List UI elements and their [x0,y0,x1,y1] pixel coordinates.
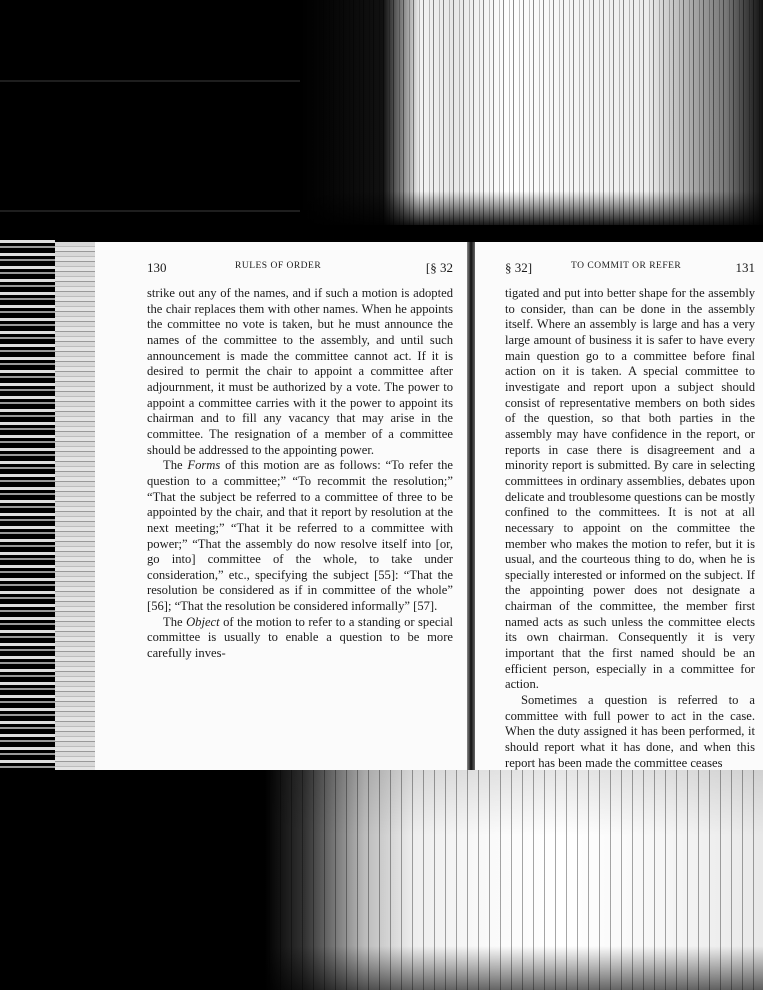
text-run: of this motion are as follows: “To refer the question to a committee;” “To recommit the resolution;” “That the subject be referred to a committee of three to be appointed by the chair, and that it report by resolution at the next meeting;” “That it be referred to a committee with power;” “That the assembly do now resolve itself into [or, go into] committee of the whole, to take under consideration,” etc., specifying the subject [55]: “That the resolution be considered as if in committee of the whole” [56]; “That the resolution be considered informally” [57]. [147,458,453,614]
text-run: strike out any of the names, and if such a motion is adopted the chair replaces them with other names. When he appoints the committee no vote is taken, but he must announce the names of the committee to the assembly, and until such announcement is made the committee cannot act. If it is desired to permit the chair to appoint a committee after adjournment, it must be authorized by a vote. The power to appoint a committee carries with it the power to appoint its chairman and to fill any vacancy that may arise in the committee. The resignation of a member of a committee should be addressed to the appointing power. [147,286,453,457]
right-section-ref: § 32] [505,260,533,275]
italic-term: Object [186,614,220,629]
left-running-title: RULES OF ORDER [235,261,322,271]
right-page-number: 131 [735,260,755,275]
right-page-body [505,286,755,771]
paragraph [505,693,755,771]
scan-artifact-top-left [0,0,300,225]
left-page [95,242,467,770]
text-run: The [163,458,188,473]
scan-artifact-top-shade [300,0,763,225]
scan-artifact-left-edge [0,240,55,770]
paragraph [147,458,453,615]
text-run: The [163,614,187,629]
book-spread [55,242,763,770]
book-spine [467,242,475,770]
page-edge-strip [55,242,95,770]
left-page-number: 130 [147,260,167,275]
right-running-title: TO COMMIT OR REFER [571,261,682,271]
italic-term: Forms [187,458,221,473]
paragraph [147,615,453,662]
paragraph [505,286,755,693]
left-section-ref: [§ 32 [425,260,453,275]
text-run: of the motion to refer to a standing or special committee is usually to enable a question to be more carefully inves- [147,614,453,661]
paragraph [147,286,453,458]
text-run: tigated and put into better shape for the assembly to consider, than can be done in the assembly itself. Where an assembly is large and has a very large amount of business it is safer to have every main question go to a committee before final action on it is taken. A special committee to investigate and report upon a subject should consist of representative members on both sides of the question, so that both parties in the assembly may have confidence in the report, or reports in case there is disagreement and a minority report is submitted. By care in selecting committees in ordinary assemblies, debates upon delicate and troublesome questions can be mostly confined to the committees. It is not at all necessary to appoint on the committee the member who makes the motion to refer, but it is usual, and the courteous thing to do, when he is specially interested or informed on the subject. If the appointing power does not designate a chairman of the committee, the member first named acts as such unless the committee elects its own chairman. Consequently it is very important that the first named should be an efficient person, especially in a committee for action. [505,286,755,692]
right-page [475,242,763,770]
scan-artifact-bottom-shade [265,770,763,990]
text-run: Sometimes a question is referred to a committee with full power to act in the case. When the duty assigned it has been performed, it should report what it has done, and when this report has been made the committee ceases [505,693,755,770]
left-page-body [147,286,453,662]
